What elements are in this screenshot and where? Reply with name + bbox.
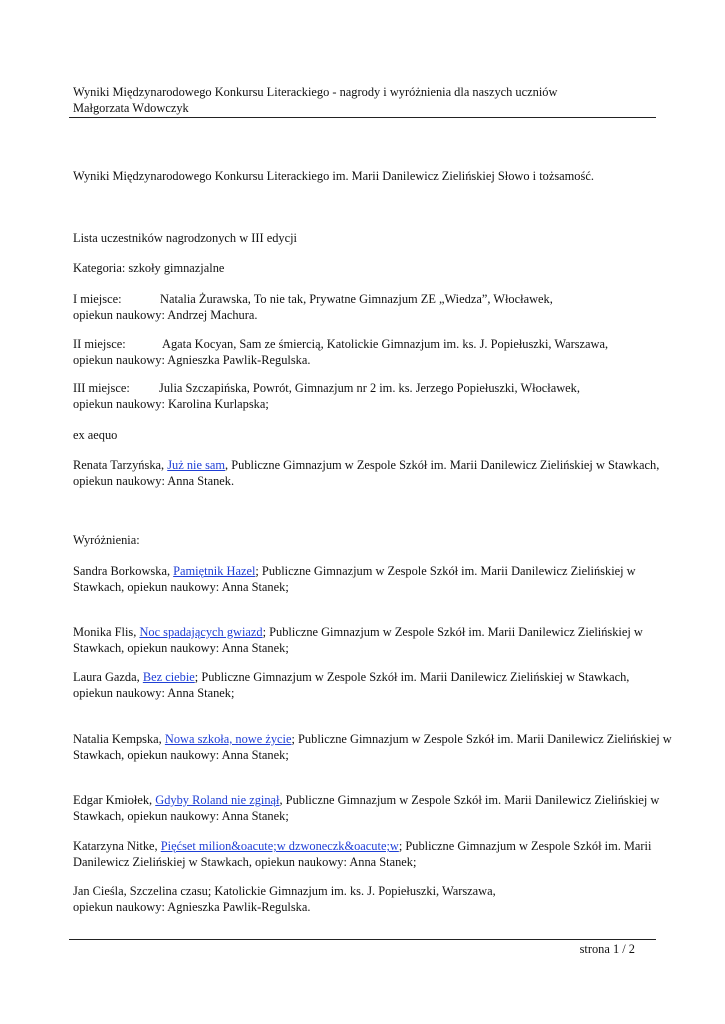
entry-author: Sandra Borkowska, xyxy=(73,564,174,578)
place-entry: Natalia Żurawska, To nie tak, Prywatne Gimnazjum ZE „Wiedza”, Włocławek, xyxy=(160,292,553,306)
entry-author: Natalia Kempska, xyxy=(73,732,165,746)
place-label: III miejsce: xyxy=(73,381,130,395)
place-first xyxy=(73,291,553,323)
entry-tutor: opiekun naukowy: Anna Stanek. xyxy=(73,474,235,488)
entry-school: ; Publiczne Gimnazjum w Zespole Szkół im. Marii Danilewicz Zielińskiej w xyxy=(255,564,636,578)
entry-author: Renata Tarzyńska, xyxy=(73,458,168,472)
place-label: I miejsce: xyxy=(73,292,122,306)
entry-author: Laura Gazda, xyxy=(73,670,143,684)
distinction-item xyxy=(73,792,659,824)
entry-tutor: Stawkach, opiekun naukowy: Anna Stanek; xyxy=(73,809,289,823)
place-tutor: opiekun naukowy: Andrzej Machura. xyxy=(73,308,258,322)
place-third xyxy=(73,380,580,412)
work-link-juz-nie-sam[interactable]: Już nie sam xyxy=(167,458,226,472)
entry-school: ; Publiczne Gimnazjum w Zespole Szkół im. Marii Danilewicz Zielińskiej w xyxy=(262,625,643,639)
place-tutor: opiekun naukowy: Karolina Kurlapska; xyxy=(73,397,269,411)
entry-tutor: Danilewicz Zielińskiej w Stawkach, opiekun naukowy: Anna Stanek; xyxy=(73,855,417,869)
page-number: strona 1 / 2 xyxy=(579,942,635,956)
place-label: II miejsce: xyxy=(73,337,126,351)
document-header xyxy=(73,84,557,116)
header-title: Wyniki Międzynarodowego Konkursu Literackiego - nagrody i wyróżnienia dla naszych uczniów xyxy=(73,85,558,99)
entry-tutor: Stawkach, opiekun naukowy: Anna Stanek; xyxy=(73,748,289,762)
place-tutor: opiekun naukowy: Agnieszka Pawlik-Regulska. xyxy=(73,353,311,367)
category-label: Kategoria: szkoły gimnazjalne xyxy=(73,261,225,275)
work-link-noc-spadajacych-gwiazd[interactable]: Noc spadających gwiazd xyxy=(139,625,263,639)
entry-school: ; Publiczne Gimnazjum w Zespole Szkół im. Marii Danilewicz Zielińskiej w xyxy=(291,732,672,746)
entry-author: Edgar Kmiołek, xyxy=(73,793,156,807)
work-link-piecset-milionow[interactable]: Pięćset milion&oacute;w dzwoneczk&oacute;w xyxy=(160,839,399,853)
work-link-gdyby-roland[interactable]: Gdyby Roland nie zginął xyxy=(155,793,280,807)
ex-aequo-label: ex aequo xyxy=(73,428,118,442)
work-link-pamietnik-hazel[interactable]: Pamiętnik Hazel xyxy=(173,564,256,578)
ex-aequo-entry xyxy=(73,457,659,489)
work-link-nowa-szkola[interactable]: Nowa szkoła, nowe życie xyxy=(164,732,292,746)
last-entry xyxy=(73,883,496,915)
entry-tutor: opiekun naukowy: Anna Stanek; xyxy=(73,686,235,700)
place-second xyxy=(73,336,608,368)
list-title: Lista uczestników nagrodzonych w III edycji xyxy=(73,231,297,245)
distinction-item xyxy=(73,563,636,595)
entry-line: Jan Cieśla, Szczelina czasu; Katolickie Gimnazjum im. ks. J. Popiełuszki, Warszawa, xyxy=(73,884,496,898)
entry-author: Monika Flis, xyxy=(73,625,140,639)
entry-tutor: Stawkach, opiekun naukowy: Anna Stanek; xyxy=(73,580,289,594)
entry-tutor: Stawkach, opiekun naukowy: Anna Stanek; xyxy=(73,641,289,655)
header-divider xyxy=(69,117,656,118)
distinctions-title: Wyróżnienia: xyxy=(73,533,140,547)
entry-school: , Publiczne Gimnazjum w Zespole Szkół im. Marii Danilewicz Zielińskiej w xyxy=(279,793,660,807)
place-entry: Agata Kocyan, Sam ze śmiercią, Katolickie Gimnazjum im. ks. J. Popiełuszki, Warszawa, xyxy=(162,337,609,351)
place-entry: Julia Szczapińska, Powrót, Gimnazjum nr 2 im. ks. Jerzego Popiełuszki, Włocławek, xyxy=(159,381,580,395)
distinction-item xyxy=(73,731,672,763)
distinction-item xyxy=(73,669,629,701)
work-link-bez-ciebie[interactable]: Bez ciebie xyxy=(142,670,195,684)
entry-school: ; Publiczne Gimnazjum w Zespole Szkół im. Marii Danilewicz Zielińskiej w Stawkach, xyxy=(194,670,630,684)
distinction-item xyxy=(73,624,643,656)
entry-tutor: opiekun naukowy: Agnieszka Pawlik-Regulska. xyxy=(73,900,311,914)
entry-school: ; Publiczne Gimnazjum w Zespole Szkół im. Marii xyxy=(398,839,652,853)
header-author: Małgorzata Wdowczyk xyxy=(73,101,189,115)
entry-author: Katarzyna Nitke, xyxy=(73,839,161,853)
footer-divider xyxy=(69,939,656,940)
distinction-item xyxy=(73,838,651,870)
entry-school: , Publiczne Gimnazjum w Zespole Szkół im. Marii Danilewicz Zielińskiej w Stawkach, xyxy=(225,458,660,472)
intro-text: Wyniki Międzynarodowego Konkursu Literackiego im. Marii Danilewicz Zielińskiej Słowo i tożsamość. xyxy=(73,169,594,183)
